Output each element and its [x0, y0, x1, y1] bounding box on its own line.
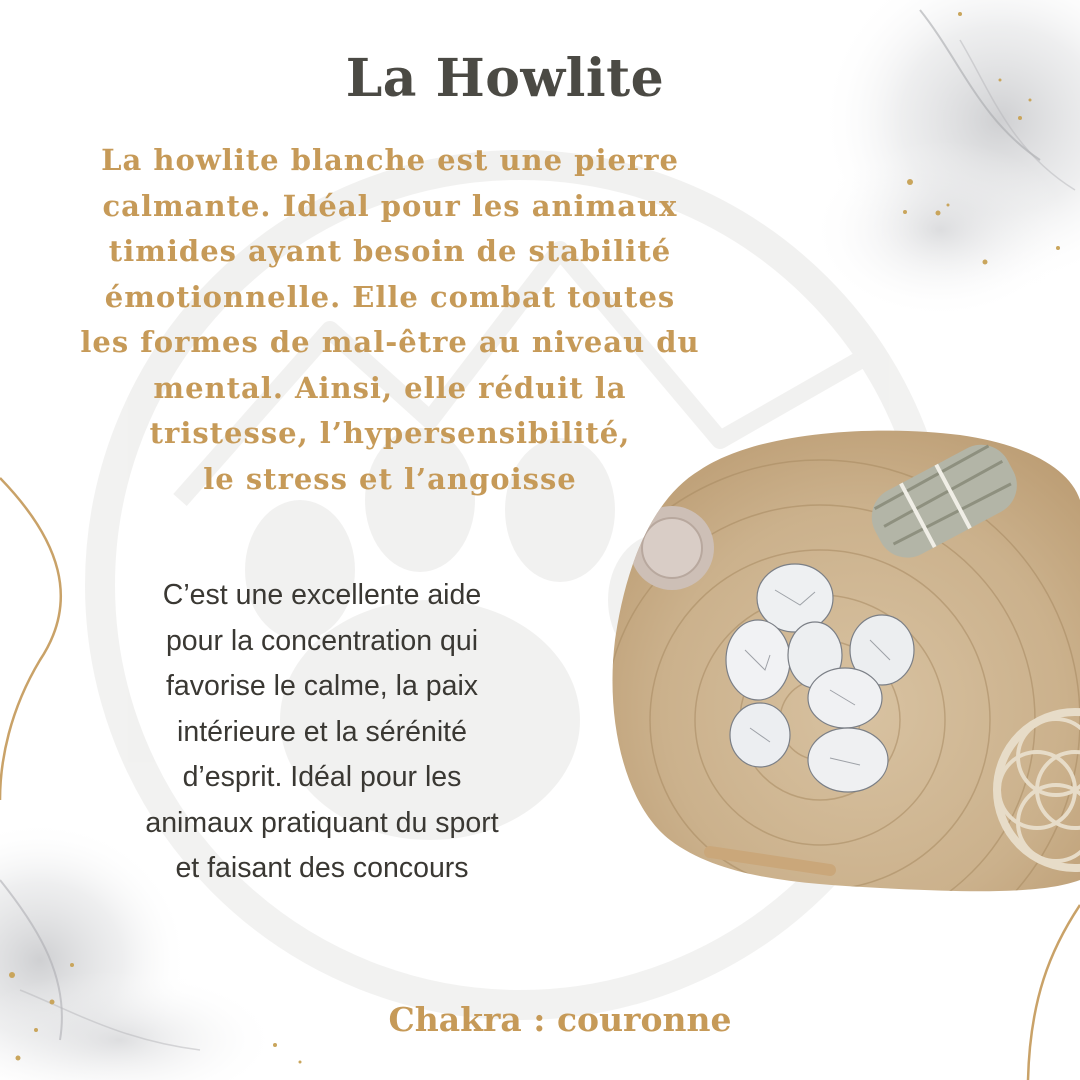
gold-line-right [1028, 905, 1080, 1080]
body-line: favorise le calme, la paix [165, 670, 479, 702]
benefits-paragraph [72, 573, 572, 892]
intro-line: les formes de mal-être au niveau du [80, 325, 700, 359]
intro-line: calmante. Idéal pour les animaux [102, 188, 678, 223]
body-line: intérieure et la sérénité [177, 715, 467, 748]
intro-line: le stress et l’angoisse [203, 461, 577, 496]
intro-line: tristesse, l’hypersensibilité, [149, 416, 631, 450]
intro-paragraph [30, 138, 750, 502]
chakra-label: Chakra : couronne [388, 1000, 732, 1039]
body-line: pour la concentration qui [165, 624, 479, 657]
intro-line: émotionnelle. Elle combat toutes [104, 279, 676, 314]
body-line: et faisant des concours [175, 852, 469, 884]
gold-line-left [0, 478, 61, 800]
body-line: animaux pratiquant du sport [145, 806, 499, 839]
intro-line: mental. Ainsi, elle réduit la [153, 370, 627, 405]
body-line: d’esprit. Idéal pour les [182, 761, 462, 793]
page-title: La Howlite [345, 48, 665, 109]
body-line: C’est une excellente aide [162, 579, 482, 611]
intro-line: La howlite blanche est une pierre [101, 143, 679, 177]
intro-line: timides ayant besoin de stabilité [108, 234, 672, 268]
